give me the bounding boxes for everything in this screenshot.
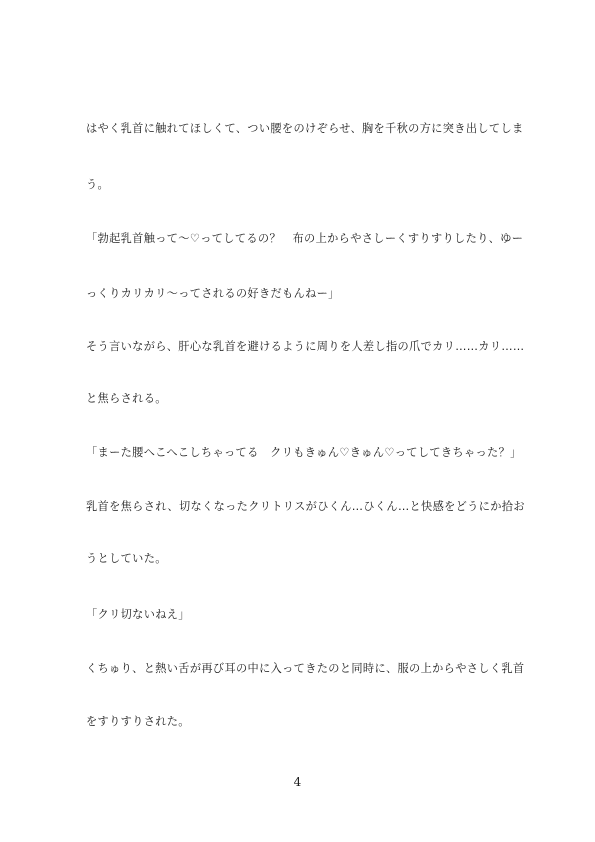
text-line: 乳首を焦らされ、切なくなったクリトリスがひくん…ひくん…と快感をどうにか拾お bbox=[86, 500, 525, 513]
text-line: 「クリ切ないねえ」 bbox=[86, 608, 190, 621]
text-line: くちゅり、と熱い舌が再び耳の中に入ってきたのと同時に、服の上からやさしく乳首 bbox=[86, 662, 525, 675]
text-line: はやく乳首に触れてほしくて、つい腰をのけぞらせ、胸を千秋の方に突き出してしま bbox=[86, 122, 524, 135]
text-line: そう言いながら、肝心な乳首を避けるように周りを人差し指の爪でカリ……カリ…… bbox=[86, 340, 525, 353]
text-line: うとしていた。 bbox=[86, 552, 167, 565]
text-line: っくりカリカリ〜ってされるの好きだもんねー」 bbox=[86, 287, 340, 300]
text-line: 「まーた腰へこへこしちゃってる クリもきゅん♡きゅん♡ってしてきちゃった？」 bbox=[86, 446, 522, 459]
text-line: う。 bbox=[86, 178, 110, 191]
text-line: 「勃起乳首触って〜♡ってしてるの？ 布の上からやさしーくすりすりしたり、ゆー bbox=[86, 232, 524, 245]
page-number: 4 bbox=[293, 775, 302, 789]
text-line: をすりすりされた。 bbox=[86, 715, 190, 728]
text-line: と焦らされる。 bbox=[86, 392, 167, 405]
